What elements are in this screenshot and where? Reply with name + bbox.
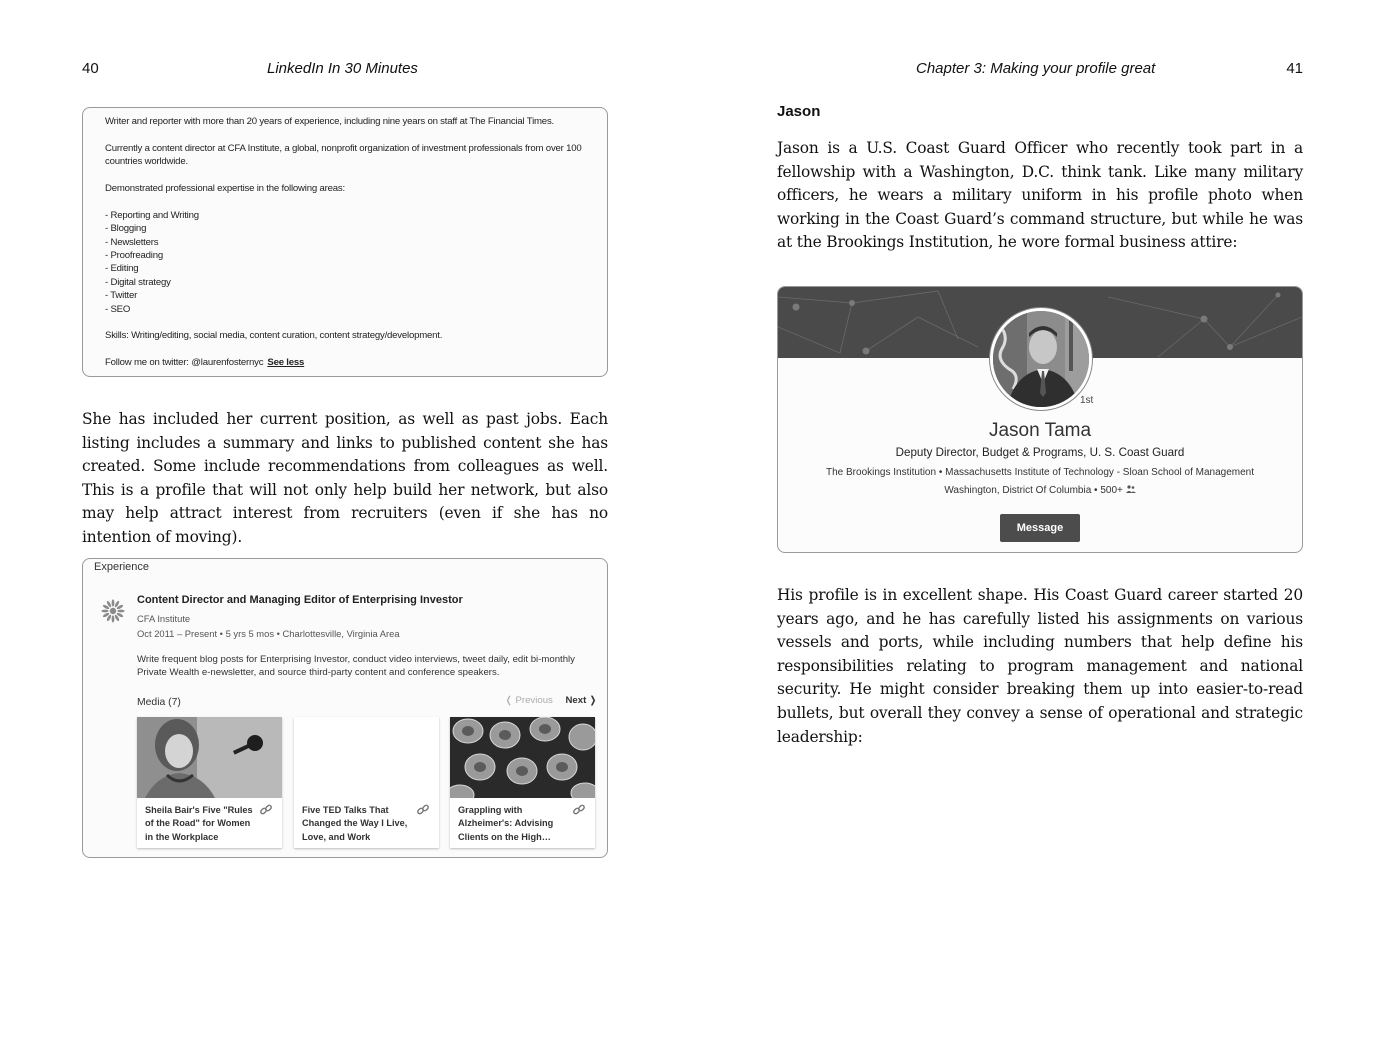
running-title: LinkedIn In 30 Minutes (267, 60, 418, 77)
job-dates: Oct 2011 – Present • 5 yrs 5 mos • Charlottesville, Virginia Area (137, 628, 400, 639)
media-thumbnail-speaker (137, 717, 282, 798)
running-header (777, 60, 1303, 80)
connection-degree-badge: 1st (1080, 395, 1094, 406)
media-title: Sheila Bair's Five "Rules of the Road" for Women in the Workplace (145, 805, 253, 842)
list-item: - SEO (105, 303, 131, 315)
cfa-logo-icon (101, 599, 125, 623)
brain-scan-image-icon (450, 717, 595, 798)
profile-screenshot (777, 286, 1303, 553)
summary-current: Currently a content director at CFA Institute, a global, nonprofit organization of investment professionals from over 100 countries worldwide. (105, 142, 582, 168)
summary-skills: Skills: Writing/editing, social media, content curation, content strategy/development. (105, 330, 443, 342)
summary-follow (105, 356, 589, 369)
right-page (777, 0, 1303, 1040)
page-number: 41 (1286, 60, 1303, 77)
left-page (82, 0, 608, 1040)
previous-button[interactable]: ❬ Previous (504, 695, 553, 706)
experience-screenshot (82, 558, 608, 858)
link-icon (416, 803, 430, 817)
left-paragraph: She has included her current position, as well as past jobs. Each listing includes a summary and links to published content she has created. Some include recommendations from colleagues as well. This is a profile that will not only help build her network, but also may help attract interest from recruiters (even if she has no intention of moving). (82, 410, 608, 546)
link-icon (572, 803, 586, 817)
profile-organizations: The Brookings Institution • Massachusetts Institute of Technology - Sloan School of Management (826, 467, 1254, 478)
expertise-list (105, 209, 589, 316)
media-card[interactable] (294, 717, 439, 848)
media-title: Five TED Talks That Changed the Way I Live, Love, and Work (302, 805, 408, 842)
right-paragraph-1: Jason is a U.S. Coast Guard Officer who recently took part in a fellowship with a Washington, D.C. think tank. Like many military officers, he wears a military uniform in his profile photo when working in the Coast Guard’s command structure, but while he was at the Brookings Institution, he wore formal business attire: (777, 139, 1303, 252)
see-less-link[interactable]: See less (267, 357, 305, 369)
profile-location (778, 485, 1302, 496)
job-description: Write frequent blog posts for Enterprising Investor, conduct video interviews, tweet daily, edit bi-monthly Private Wealth e-newsletter, and source third-party content and conference speakers. (137, 654, 575, 679)
profile-headline: Deputy Director, Budget & Programs, U. S. Coast Guard (895, 446, 1185, 459)
job-title[interactable]: Content Director and Managing Editor of Enterprising Investor (137, 594, 463, 606)
media-thumbnail-blank (294, 717, 439, 798)
right-paragraph-2: His profile is in excellent shape. His Coast Guard career started 20 years ago, and he has carefully listed his assignments on various vessels and ports, while including numbers that help define his responsibilities relating to program management and national security. He might consider breaking them up into easier-to-read bullets, but overall they convey a sense of operational and strategic leadership: (777, 586, 1303, 746)
list-item: - Newsletters (105, 236, 159, 248)
summary-intro: Writer and reporter with more than 20 years of experience, including nine years on staff at The Financial Times. (105, 116, 555, 127)
company-name: CFA Institute (137, 613, 191, 624)
list-item: - Reporting and Writing (105, 209, 199, 221)
list-item: - Digital strategy (105, 276, 171, 288)
summary-text (105, 115, 589, 377)
media-card[interactable] (450, 717, 595, 848)
list-item: - Proofreading (105, 250, 163, 262)
section-heading: Jason (777, 103, 821, 120)
follow-text: Follow me on twitter: @laurenfosternyc (105, 357, 264, 369)
media-thumbnail-brain-scans (450, 717, 595, 798)
media-nav (505, 695, 597, 706)
experience-header: Experience (94, 561, 150, 573)
message-button[interactable]: Message (1000, 514, 1080, 542)
next-button[interactable]: Next ❭ (565, 695, 597, 706)
media-label: Media (7) (137, 697, 181, 708)
list-item: - Twitter (105, 290, 138, 302)
running-title: Chapter 3: Making your profile great (916, 60, 1156, 77)
link-icon (259, 803, 273, 817)
media-card[interactable] (137, 717, 282, 848)
list-item: - Editing (105, 263, 139, 275)
connections-icon (1126, 485, 1136, 493)
profile-photo-icon (993, 311, 1089, 407)
summary-expertise-intro: Demonstrated professional expertise in the following areas: (105, 183, 345, 194)
avatar[interactable] (990, 308, 1092, 410)
speaker-photo-icon (137, 717, 282, 798)
summary-screenshot (82, 107, 608, 377)
location-text: Washington, District Of Columbia • 500+ (944, 485, 1126, 496)
page-number: 40 (82, 60, 99, 77)
running-header (82, 60, 608, 80)
profile-name: Jason Tama (988, 420, 1092, 441)
media-title: Grappling with Alzheimer's: Advising Clients on the High… (458, 805, 554, 842)
list-item: - Blogging (105, 223, 147, 235)
